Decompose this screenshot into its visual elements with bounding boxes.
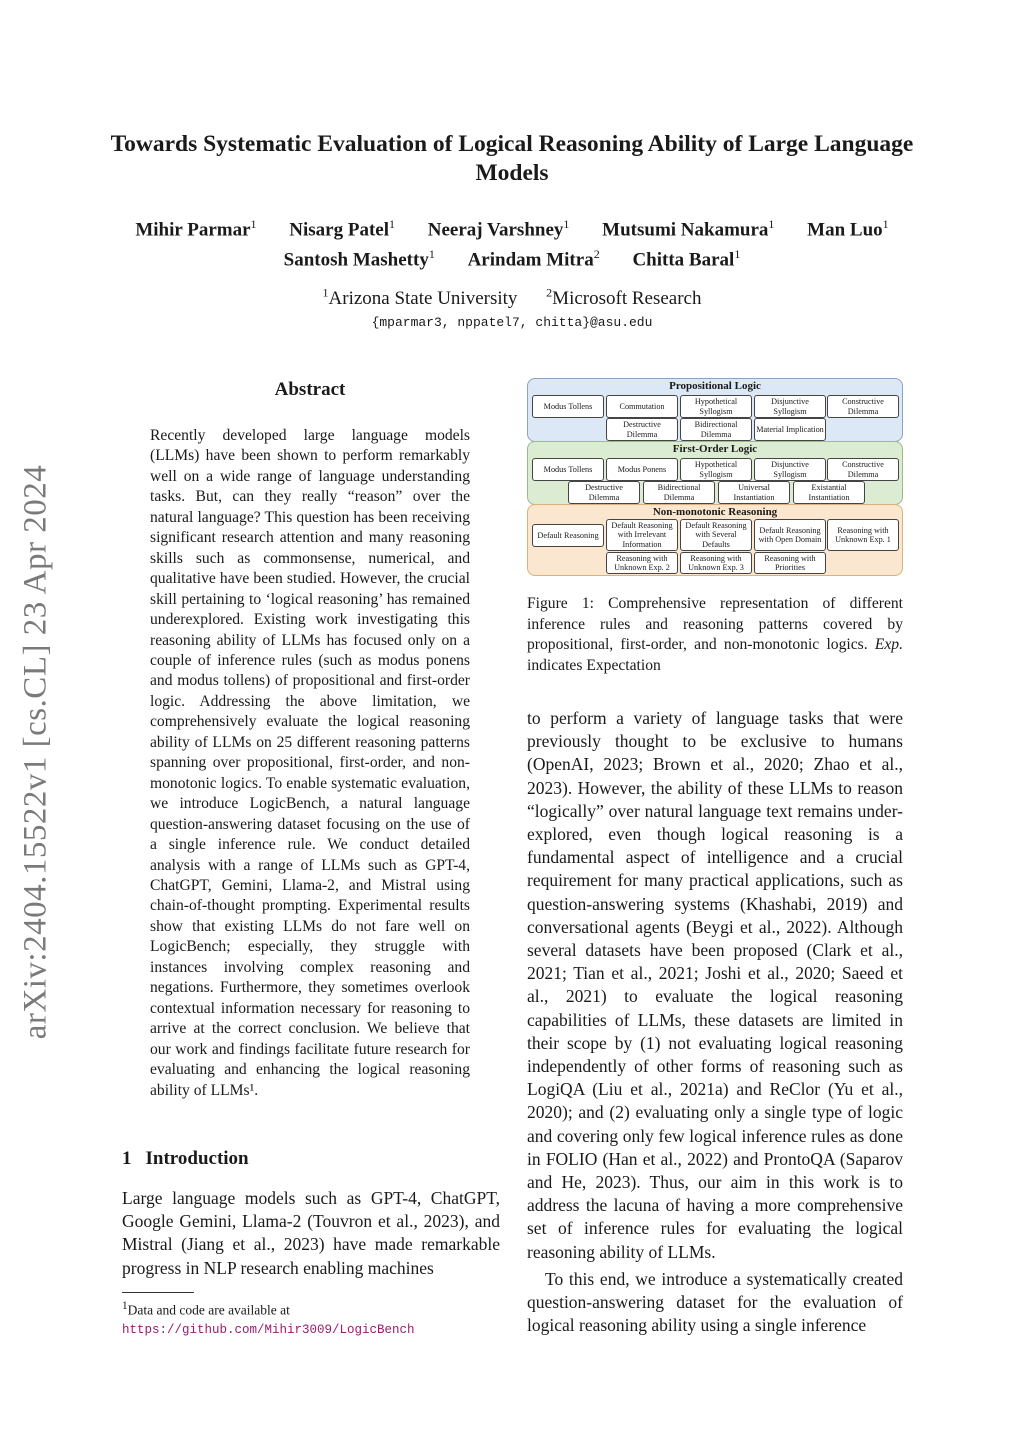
rule-box: Modus Ponens (606, 458, 678, 481)
rule-box: Material Implication (754, 418, 826, 441)
arxiv-identifier[interactable]: arXiv:2404.15522v1 [cs.CL] 23 Apr 2024 (17, 464, 54, 1040)
author: Neeraj Varshney$^1$ (427, 217, 570, 241)
rule-box: Reasoning with Priorities (754, 552, 826, 574)
rule-box: Disjunctive Syllogism (754, 458, 826, 481)
rule-box: Modus Tollens (532, 458, 604, 481)
rule-box: Default Reasoning with Several Defaults (680, 519, 752, 551)
rule-box: Existantial Instantiation (793, 481, 865, 504)
footnote-text: Data and code are available at (127, 1302, 290, 1318)
rule-box: Destructive Dilemma (568, 481, 640, 504)
rule-box: Hypothetical Syllogism (680, 395, 752, 418)
affiliation: $^1$Arizona State University (322, 286, 518, 310)
caption-text: Comprehensive representation of different inference rules and reasoning patterns covered by propositional, first-order, and non-monotonic logics. (527, 595, 903, 653)
rule-box: Default Reasoning with Irrelevant Information (606, 519, 678, 551)
caption-tail: indicates Expectation (527, 656, 661, 674)
panel-title: Propositional Logic (669, 380, 761, 392)
author: Arindam Mitra$^2$ (467, 247, 600, 271)
abstract-body (150, 426, 470, 1101)
panel-title: Non-monotonic Reasoning (652, 506, 778, 518)
rule-box: Commutation (606, 395, 678, 418)
rule-box: Constructive Dilemma (827, 458, 899, 481)
rule-box: Disjunctive Syllogism (754, 395, 826, 418)
figure-1-caption (527, 594, 903, 676)
rule-box: Destructive Dilemma (606, 418, 678, 441)
rule-box: Reasoning with Unknown Exp. 1 (827, 519, 899, 551)
caption-exp: Exp. (874, 636, 903, 653)
paper-title: Towards Systematic Evaluation of Logical Reasoning Ability of Large Language Models (110, 131, 914, 186)
author: Mihir Parmar$^1$ (135, 217, 257, 241)
rule-box: Modus Tollens (532, 395, 604, 418)
rule-box: Constructive Dilemma (827, 395, 899, 418)
rule-box: Bidirectional Dilemma (643, 481, 715, 504)
section-number: 1 (122, 1148, 132, 1169)
panel-propositional-logic (527, 378, 903, 442)
rule-box: Default Reasoning with Open Domain (754, 519, 826, 551)
body-paragraph: to perform a variety of language tasks that were previously thought to be exclusive to humans (OpenAI, 2023; Brown et al., 2020; Zhao et al., 2023). However, the ability of these LLMs to reason “logically” over natural language text remains under-explored, even though logical reasoning is a fundamental aspect of intelligence and a crucial requirement for many practical applications, such as question-answering systems (Khashabi, 2019) and conversational agents (Beygi et al., 2022). Although several datasets have been proposed (Clark et al., 2021; Tian et al., 2021; Joshi et al., 2020; Saeed et al., 2021) to evaluate the logical reasoning capabilities of LLMs, these datasets are limited in their scope by (1) not evaluating logical reasoning independently of other forms of reasoning such as LogiQA (Liu et al., 2021a) and ReClor (Yu et al., 2020); and (2) evaluating only a single type of logic and covering only few logical inference rules as done in FOLIO (Han et al., 2022) and ProntoQA (Saparov and He, 2023). Thus, our aim in this work is to address the lacuna of having a more comprehensive set of inference rules for evaluating the logical reasoning ability of LLMs. (527, 708, 903, 1262)
rule-box: Reasoning with Unknown Exp. 3 (680, 552, 752, 574)
author: Man Luo$^1$ (807, 217, 889, 241)
intro-paragraph: Large language models such as GPT-4, ChatGPT, Google Gemini, Llama-2 (Touvron et al., 2023), and Mistral (Jiang et al., 2023) have made remarkable progress in NLP research enabling machines (122, 1188, 500, 1278)
right-column-text (527, 707, 903, 1337)
abstract-text: Recently developed large language models (LLMs) have been shown to perform remarkably well on a wide range of language understanding tasks. But, can they really “reason” over the natural language? This question has been receiving significant research attention and many reasoning skills such as commonsense, numerical, and qualitative have been studied. However, the crucial skill pertaining to ‘logical reasoning’ has remained underexplored. Existing work investigating this reasoning ability of LLMs has focused only on a couple of inference rules (such as modus ponens and modus tollens) of propositional and first-order logic. Addressing the above limitation, we comprehensively evaluate the logical reasoning ability of LLMs on 25 different reasoning patterns spanning over propositional, first-order, and non-monotonic logics. To enable systematic evaluation, we introduce LogicBench, a natural language question-answering dataset focusing on the use of a single inference rule. We conduct detailed analysis with a range of LLMs such as GPT-4, ChatGPT, Gemini, Llama-2, and Mistral using chain-of-thought prompting. Experimental results show that existing LLMs do not fare well on LogicBench; especially, they struggle with instances involving complex reasoning and negations. Furthermore, they sometimes overlook contextual information necessary for reasoning to arrive at the correct conclusion. We believe that our work and findings facilitate future research for evaluating and enhancing the logical reasoning ability of LLMs¹. (150, 427, 470, 1099)
panel-non-monotonic-reasoning (527, 504, 903, 576)
body-paragraph: To this end, we introduce a systematically created question-answering dataset for the evaluation of logical reasoning ability using a single inference (527, 1268, 903, 1336)
footnote-link[interactable]: https://github.com/Mihir3009/LogicBench (122, 1322, 415, 1337)
section-heading-introduction (122, 1148, 249, 1170)
section-title: Introduction (145, 1148, 249, 1169)
footnote (122, 1297, 500, 1339)
abstract-heading: Abstract (274, 379, 346, 400)
author-email[interactable]: {mparmar3, nppatel7, chitta}@asu.edu (371, 315, 653, 330)
intro-left-text (122, 1187, 500, 1280)
author: Mutsumi Nakamura$^1$ (602, 217, 775, 241)
caption-label: Figure 1: (527, 595, 594, 612)
author: Nisarg Patel$^1$ (289, 217, 396, 241)
affiliations (100, 286, 924, 310)
figure-1-diagram (527, 378, 903, 576)
author: Santosh Mashetty$^1$ (283, 247, 435, 271)
author: Chitta Baral$^1$ (632, 247, 741, 271)
footnote-rule (122, 1292, 194, 1293)
panel-title: First-Order Logic (672, 443, 758, 455)
rule-box: Default Reasoning (532, 524, 604, 547)
rule-box: Reasoning with Unknown Exp. 2 (606, 552, 678, 574)
rule-box: Bidirectional Dilemma (680, 418, 752, 441)
arxiv-sidebar (12, 452, 60, 1052)
rule-box: Universal Instantiation (718, 481, 790, 504)
rule-box: Hypothetical Syllogism (680, 458, 752, 481)
panel-first-order-logic (527, 441, 903, 505)
footnote-marker: 1 (122, 1300, 128, 1312)
affiliation: $^2$Microsoft Research (546, 286, 702, 310)
author-list (90, 212, 934, 273)
